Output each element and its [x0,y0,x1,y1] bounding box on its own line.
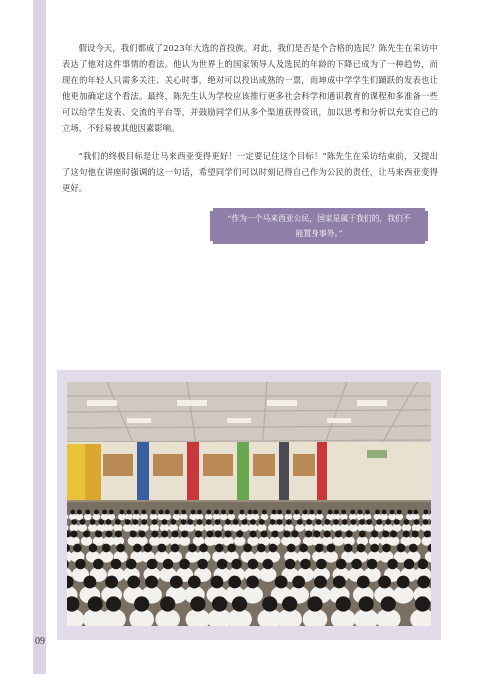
photo-frame [57,370,441,640]
article-paragraph-2: “我们的终极目标是让马来西亚变得更好！一定要记住这个目标！”陈先生在采访结束前，又提出了这句他在讲座时强调的这一句话，希望同学们可以时刻记得自己作为公民的责任，让马来西亚变得更好。 [62,151,438,193]
pull-quote-text: “作为一个马来西亚公民，国家是属于我们的，我们不能置身事外。” [227,214,411,238]
page-side-band [33,0,46,674]
assembly-hall-photo [67,382,431,626]
article-paragraph-1: 假设今天，我们都成了2023年大选的首投族。对此，我们是否是个合格的选民？陈先生在采访中表达了他对这件事情的看法。他认为世界上的国家领导人及选民的年龄的下降已成为了一种趋势，而现在的年轻人只需多关注、关心时事，绝对可以投出成熟的一票，而坤成中学学生们踊跃的发表也让他更加确定这个看法。最终，陈先生认为学校应该推行更多社会科学和通识教育的课程和多准备一些可以给学生发表、交流的平台等，并鼓励同学们从多个渠道获得资讯，加以思考和分析以充实自己的立场，不轻易被其他因素影响。 [62,43,438,133]
page-number: 09 [35,636,45,647]
pull-quote-box [210,208,428,244]
